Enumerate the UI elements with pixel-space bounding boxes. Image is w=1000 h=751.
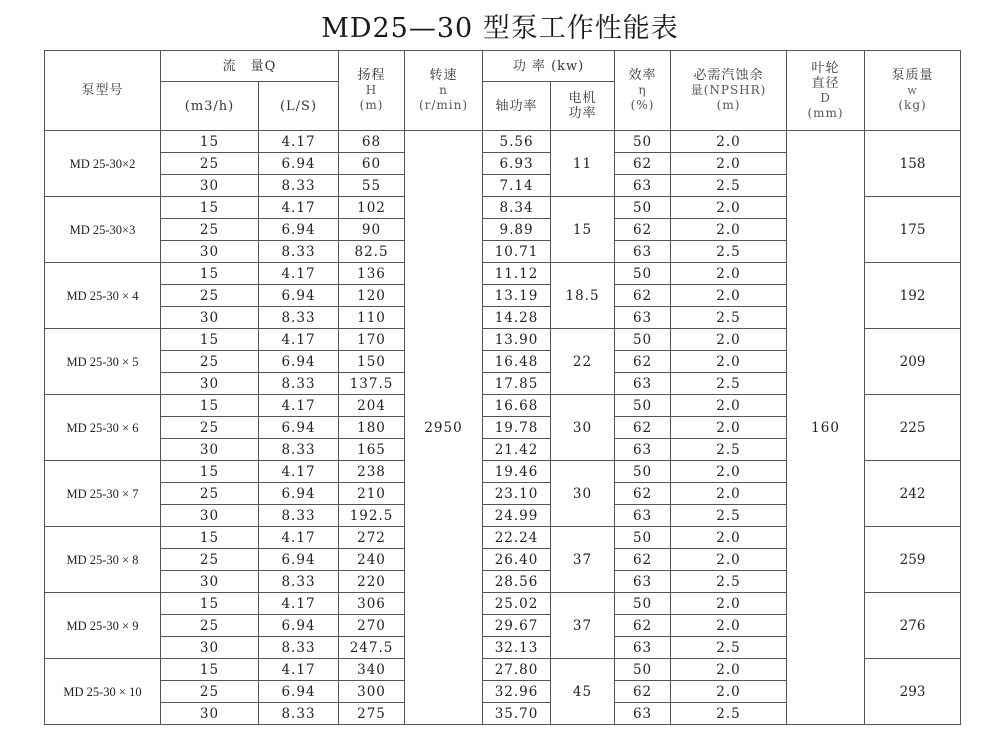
flow-ls-cell: 4.17: [259, 527, 339, 549]
shaft-power-cell: 35.70: [483, 703, 551, 725]
pump-model-cell: MD 25-30 × 7: [45, 461, 161, 527]
npsh-cell: 2.0: [671, 285, 787, 307]
flow-ls-cell: 6.94: [259, 483, 339, 505]
flow-ls-cell: 6.94: [259, 615, 339, 637]
efficiency-cell: 62: [615, 153, 671, 175]
efficiency-cell: 63: [615, 241, 671, 263]
flow-ls-cell: 4.17: [259, 329, 339, 351]
header-shaft-power: 轴功率: [483, 82, 551, 131]
header-impeller: 叶轮直径 D (mm): [787, 51, 865, 131]
flow-m3h-cell: 25: [161, 681, 259, 703]
head-cell: 300: [339, 681, 405, 703]
header-speed: 转速 n (r/min): [405, 51, 483, 131]
pump-model-cell: MD 25-30 × 10: [45, 659, 161, 725]
header-motor-power: 电机功率: [551, 82, 615, 131]
shaft-power-cell: 19.46: [483, 461, 551, 483]
shaft-power-cell: 8.34: [483, 197, 551, 219]
npsh-cell: 2.0: [671, 483, 787, 505]
header-flow-m3h: (m3/h): [161, 82, 259, 131]
flow-m3h-cell: 30: [161, 505, 259, 527]
mass-cell: 242: [865, 461, 961, 527]
motor-power-cell: 15: [551, 197, 615, 263]
efficiency-cell: 50: [615, 329, 671, 351]
efficiency-cell: 63: [615, 703, 671, 725]
efficiency-cell: 50: [615, 263, 671, 285]
flow-m3h-cell: 25: [161, 285, 259, 307]
shaft-power-cell: 16.68: [483, 395, 551, 417]
npsh-cell: 2.5: [671, 175, 787, 197]
efficiency-cell: 50: [615, 131, 671, 153]
flow-ls-cell: 4.17: [259, 395, 339, 417]
npsh-cell: 2.5: [671, 571, 787, 593]
shaft-power-cell: 32.13: [483, 637, 551, 659]
flow-m3h-cell: 25: [161, 483, 259, 505]
efficiency-cell: 63: [615, 439, 671, 461]
efficiency-cell: 63: [615, 571, 671, 593]
shaft-power-cell: 24.99: [483, 505, 551, 527]
shaft-power-cell: 13.90: [483, 329, 551, 351]
flow-m3h-cell: 15: [161, 263, 259, 285]
flow-ls-cell: 6.94: [259, 153, 339, 175]
efficiency-cell: 63: [615, 175, 671, 197]
efficiency-cell: 50: [615, 461, 671, 483]
efficiency-cell: 50: [615, 659, 671, 681]
npsh-cell: 2.0: [671, 615, 787, 637]
efficiency-cell: 50: [615, 395, 671, 417]
table-row: [45, 131, 961, 153]
head-cell: 150: [339, 351, 405, 373]
mass-cell: 158: [865, 131, 961, 197]
npsh-cell: 2.0: [671, 197, 787, 219]
mass-cell: 225: [865, 395, 961, 461]
head-cell: 137.5: [339, 373, 405, 395]
head-cell: 180: [339, 417, 405, 439]
npsh-cell: 2.0: [671, 417, 787, 439]
efficiency-cell: 62: [615, 351, 671, 373]
pump-model-cell: MD 25-30 × 5: [45, 329, 161, 395]
shaft-power-cell: 11.12: [483, 263, 551, 285]
shaft-power-cell: 27.80: [483, 659, 551, 681]
head-cell: 210: [339, 483, 405, 505]
efficiency-cell: 63: [615, 637, 671, 659]
flow-ls-cell: 8.33: [259, 439, 339, 461]
flow-ls-cell: 8.33: [259, 241, 339, 263]
npsh-cell: 2.0: [671, 219, 787, 241]
head-cell: 340: [339, 659, 405, 681]
pump-model-cell: MD 25-30 × 9: [45, 593, 161, 659]
head-cell: 247.5: [339, 637, 405, 659]
shaft-power-cell: 14.28: [483, 307, 551, 329]
speed-cell: 2950: [405, 131, 483, 725]
flow-ls-cell: 8.33: [259, 703, 339, 725]
motor-power-cell: 22: [551, 329, 615, 395]
flow-m3h-cell: 15: [161, 659, 259, 681]
mass-cell: 259: [865, 527, 961, 593]
head-cell: 272: [339, 527, 405, 549]
npsh-cell: 2.5: [671, 439, 787, 461]
efficiency-cell: 63: [615, 373, 671, 395]
pump-model-cell: MD 25-30 × 6: [45, 395, 161, 461]
pump-model-cell: MD 25-30×3: [45, 197, 161, 263]
shaft-power-cell: 25.02: [483, 593, 551, 615]
mass-cell: 209: [865, 329, 961, 395]
flow-m3h-cell: 15: [161, 395, 259, 417]
flow-m3h-cell: 30: [161, 241, 259, 263]
shaft-power-cell: 13.19: [483, 285, 551, 307]
shaft-power-cell: 5.56: [483, 131, 551, 153]
flow-m3h-cell: 15: [161, 461, 259, 483]
npsh-cell: 2.0: [671, 329, 787, 351]
flow-m3h-cell: 25: [161, 153, 259, 175]
flow-ls-cell: 8.33: [259, 637, 339, 659]
flow-ls-cell: 8.33: [259, 175, 339, 197]
flow-ls-cell: 4.17: [259, 461, 339, 483]
shaft-power-cell: 23.10: [483, 483, 551, 505]
npsh-cell: 2.5: [671, 703, 787, 725]
mass-cell: 293: [865, 659, 961, 725]
head-cell: 170: [339, 329, 405, 351]
npsh-cell: 2.0: [671, 681, 787, 703]
header-model: 泵型号: [45, 51, 161, 131]
flow-ls-cell: 4.17: [259, 593, 339, 615]
head-cell: 306: [339, 593, 405, 615]
head-cell: 110: [339, 307, 405, 329]
mass-cell: 175: [865, 197, 961, 263]
header-npsh: 必需汽蚀余 量(NPSHR) (m): [671, 51, 787, 131]
page-title: MD25—30 型泵工作性能表: [321, 13, 679, 44]
motor-power-cell: 37: [551, 527, 615, 593]
npsh-cell: 2.0: [671, 659, 787, 681]
motor-power-cell: 18.5: [551, 263, 615, 329]
efficiency-cell: 62: [615, 615, 671, 637]
head-cell: 238: [339, 461, 405, 483]
flow-ls-cell: 6.94: [259, 285, 339, 307]
flow-m3h-cell: 30: [161, 571, 259, 593]
head-cell: 55: [339, 175, 405, 197]
motor-power-cell: 30: [551, 395, 615, 461]
npsh-cell: 2.0: [671, 593, 787, 615]
mass-cell: 276: [865, 593, 961, 659]
head-cell: 120: [339, 285, 405, 307]
efficiency-cell: 62: [615, 219, 671, 241]
npsh-cell: 2.5: [671, 307, 787, 329]
performance-table: [44, 50, 961, 725]
flow-ls-cell: 6.94: [259, 351, 339, 373]
flow-m3h-cell: 25: [161, 351, 259, 373]
flow-m3h-cell: 25: [161, 219, 259, 241]
motor-power-cell: 37: [551, 593, 615, 659]
flow-m3h-cell: 15: [161, 131, 259, 153]
head-cell: 270: [339, 615, 405, 637]
flow-m3h-cell: 25: [161, 615, 259, 637]
shaft-power-cell: 32.96: [483, 681, 551, 703]
shaft-power-cell: 10.71: [483, 241, 551, 263]
shaft-power-cell: 19.78: [483, 417, 551, 439]
pump-model-cell: MD 25-30×2: [45, 131, 161, 197]
head-cell: 240: [339, 549, 405, 571]
npsh-cell: 2.5: [671, 241, 787, 263]
flow-ls-cell: 8.33: [259, 307, 339, 329]
header-efficiency: 效率 η (%): [615, 51, 671, 131]
npsh-cell: 2.0: [671, 527, 787, 549]
flow-m3h-cell: 30: [161, 703, 259, 725]
npsh-cell: 2.0: [671, 461, 787, 483]
header-mass: 泵质量 w (kg): [865, 51, 961, 131]
head-cell: 82.5: [339, 241, 405, 263]
flow-m3h-cell: 30: [161, 439, 259, 461]
efficiency-cell: 63: [615, 505, 671, 527]
shaft-power-cell: 29.67: [483, 615, 551, 637]
flow-m3h-cell: 30: [161, 373, 259, 395]
efficiency-cell: 62: [615, 417, 671, 439]
header-flow: 流 量Q: [161, 51, 339, 82]
npsh-cell: 2.5: [671, 373, 787, 395]
flow-ls-cell: 8.33: [259, 571, 339, 593]
shaft-power-cell: 28.56: [483, 571, 551, 593]
motor-power-cell: 11: [551, 131, 615, 197]
pump-model-cell: MD 25-30 × 4: [45, 263, 161, 329]
flow-ls-cell: 4.17: [259, 131, 339, 153]
efficiency-cell: 62: [615, 549, 671, 571]
flow-m3h-cell: 30: [161, 307, 259, 329]
efficiency-cell: 50: [615, 527, 671, 549]
flow-ls-cell: 4.17: [259, 659, 339, 681]
npsh-cell: 2.5: [671, 637, 787, 659]
motor-power-cell: 45: [551, 659, 615, 725]
pump-model-cell: MD 25-30 × 8: [45, 527, 161, 593]
shaft-power-cell: 21.42: [483, 439, 551, 461]
efficiency-cell: 62: [615, 483, 671, 505]
flow-m3h-cell: 30: [161, 637, 259, 659]
shaft-power-cell: 16.48: [483, 351, 551, 373]
efficiency-cell: 50: [615, 593, 671, 615]
flow-m3h-cell: 15: [161, 197, 259, 219]
head-cell: 165: [339, 439, 405, 461]
flow-ls-cell: 6.94: [259, 681, 339, 703]
flow-ls-cell: 8.33: [259, 373, 339, 395]
npsh-cell: 2.0: [671, 395, 787, 417]
flow-ls-cell: 4.17: [259, 263, 339, 285]
flow-m3h-cell: 30: [161, 175, 259, 197]
head-cell: 220: [339, 571, 405, 593]
efficiency-cell: 62: [615, 285, 671, 307]
flow-m3h-cell: 25: [161, 549, 259, 571]
flow-m3h-cell: 15: [161, 593, 259, 615]
flow-m3h-cell: 15: [161, 329, 259, 351]
header-flow-ls: (L/S): [259, 82, 339, 131]
motor-power-cell: 30: [551, 461, 615, 527]
shaft-power-cell: 6.93: [483, 153, 551, 175]
head-cell: 68: [339, 131, 405, 153]
header-head: 扬程 H (m): [339, 51, 405, 131]
flow-ls-cell: 6.94: [259, 549, 339, 571]
efficiency-cell: 62: [615, 681, 671, 703]
npsh-cell: 2.0: [671, 351, 787, 373]
head-cell: 204: [339, 395, 405, 417]
impeller-cell: 160: [787, 131, 865, 725]
head-cell: 136: [339, 263, 405, 285]
flow-ls-cell: 8.33: [259, 505, 339, 527]
header-power: 功 率 (kw): [483, 51, 615, 82]
mass-cell: 192: [865, 263, 961, 329]
npsh-cell: 2.5: [671, 505, 787, 527]
npsh-cell: 2.0: [671, 263, 787, 285]
flow-m3h-cell: 25: [161, 417, 259, 439]
shaft-power-cell: 26.40: [483, 549, 551, 571]
head-cell: 90: [339, 219, 405, 241]
flow-ls-cell: 6.94: [259, 219, 339, 241]
flow-ls-cell: 6.94: [259, 417, 339, 439]
flow-m3h-cell: 15: [161, 527, 259, 549]
shaft-power-cell: 9.89: [483, 219, 551, 241]
head-cell: 192.5: [339, 505, 405, 527]
npsh-cell: 2.0: [671, 549, 787, 571]
npsh-cell: 2.0: [671, 131, 787, 153]
shaft-power-cell: 17.85: [483, 373, 551, 395]
shaft-power-cell: 22.24: [483, 527, 551, 549]
efficiency-cell: 50: [615, 197, 671, 219]
head-cell: 60: [339, 153, 405, 175]
efficiency-cell: 63: [615, 307, 671, 329]
npsh-cell: 2.0: [671, 153, 787, 175]
shaft-power-cell: 7.14: [483, 175, 551, 197]
head-cell: 102: [339, 197, 405, 219]
flow-ls-cell: 4.17: [259, 197, 339, 219]
head-cell: 275: [339, 703, 405, 725]
